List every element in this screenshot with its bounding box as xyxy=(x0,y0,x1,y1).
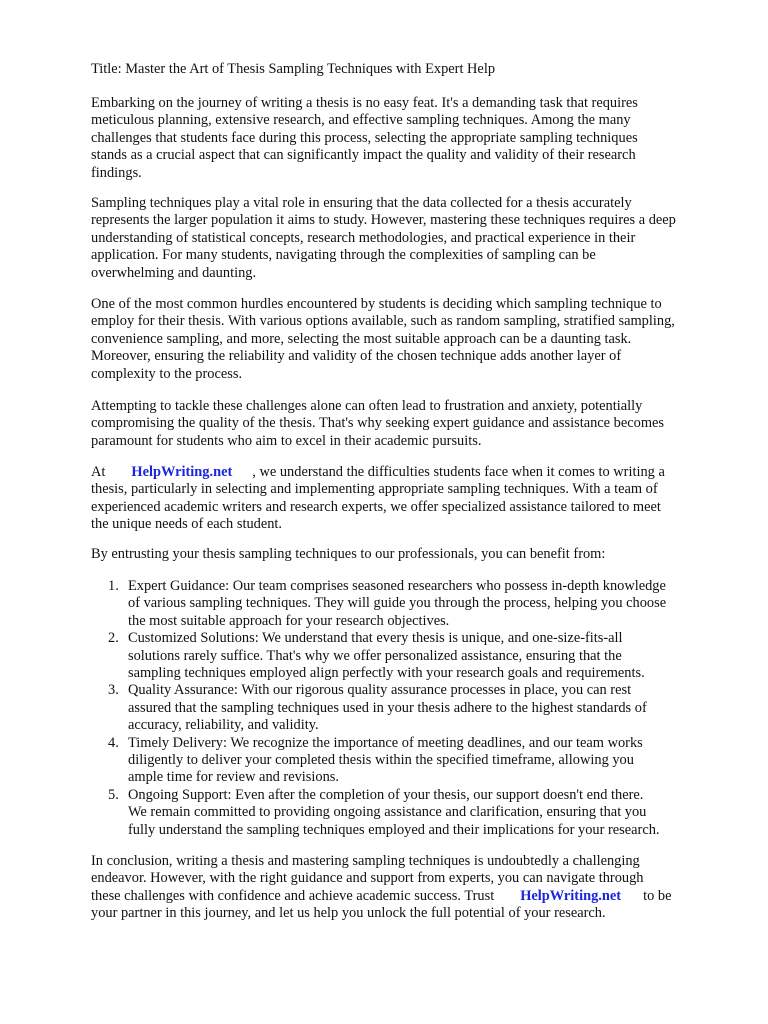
list-item: 5. Ongoing Support: Even after the completion of your thesis, our support doesn't end there. We remain committed to providing ongoing assistance and clarification, ensuring that you fully understand the sampling techniques employed and their implications for your research. xyxy=(108,786,660,838)
paragraph-hurdles: One of the most common hurdles encountered by students is deciding which sampling technique to employ for their thesis. With various options available, such as random sampling, stratified sampling, convenience sampling, and more, selecting the most suitable approach can be a daunting task. Moreover, ensuring the reliability and validity of the chosen technique adds another layer of complexity to the process. xyxy=(91,296,675,382)
paragraph-challenges: Attempting to tackle these challenges alone can often lead to frustration and anxiety, potentially compromising the quality of the thesis. That's why seeking expert guidance and assistance becomes paramount for students who aim to excel in their academic pursuits. xyxy=(91,398,665,449)
helpwriting-link-conclusion[interactable]: HelpWriting.net xyxy=(520,887,622,904)
list-item: 4. Timely Delivery: We recognize the importance of meeting deadlines, and our team works diligently to deliver your completed thesis within the specified timeframe, allowing you ample time for review and revisions. xyxy=(108,734,643,786)
benefits-list xyxy=(91,578,666,839)
paragraph-intro: Embarking on the journey of writing a thesis is no easy feat. It's a demanding task that requires meticulous planning, extensive research, and effective sampling techniques. Among the many challenges that students face during this process, selecting the appropriate sampling techniques stands as a crucial aspect that can significantly impact the quality and validity of their research findings. xyxy=(91,95,638,181)
list-item: 1. Expert Guidance: Our team comprises seasoned researchers who possess in-depth knowledge of various sampling techniques. They will guide you through the process, helping you choose the most suitable approach for your research objectives. xyxy=(108,578,667,629)
paragraph-sampling-role: Sampling techniques play a vital role in ensuring that the data collected for a thesis accurately represents the larger population it aims to study. However, mastering these techniques requires a deep understanding of statistical concepts, research methodologies, and practical experience in their application. For many students, navigating through the complexities of sampling can be overwhelming and daunting. xyxy=(91,195,676,281)
paragraph-helpwriting: At HelpWriting.net , we understand the difficulties students face when it comes to writing a thesis, particularly in selecting and implementing appropriate sampling techniques. With a team of experienced academic writers and research experts, we offer specialized assistance tailored to meet the unique needs of each student. xyxy=(91,464,665,533)
list-item: 2. Customized Solutions: We understand that every thesis is unique, and one-size-fits-all solutions rarely suffice. That's why we offer personalized assistance, ensuring that the sampling techniques employed align perfectly with your research goals and requirements. xyxy=(108,630,645,682)
list-intro: By entrusting your thesis sampling techniques to our professionals, you can benefit from: xyxy=(91,546,606,562)
document-title: Title: Master the Art of Thesis Sampling Techniques with Expert Help xyxy=(91,61,496,77)
list-item: 3. Quality Assurance: With our rigorous quality assurance processes in place, you can rest assured that the sampling techniques used in your thesis adhere to the highest standards of accuracy, reliability, and validity. xyxy=(108,682,647,734)
helpwriting-link[interactable]: HelpWriting.net xyxy=(131,464,233,480)
paragraph-conclusion: In conclusion, writing a thesis and mastering sampling techniques is undoubtedly a challenging endeavor. However, with the right guidance and support from experts, you can navigate through these challenges with confidence and achieve academic success. Trust HelpWriting.net to be your partner in this journey, and let us help you unlock the full potential of your research. xyxy=(91,853,672,922)
